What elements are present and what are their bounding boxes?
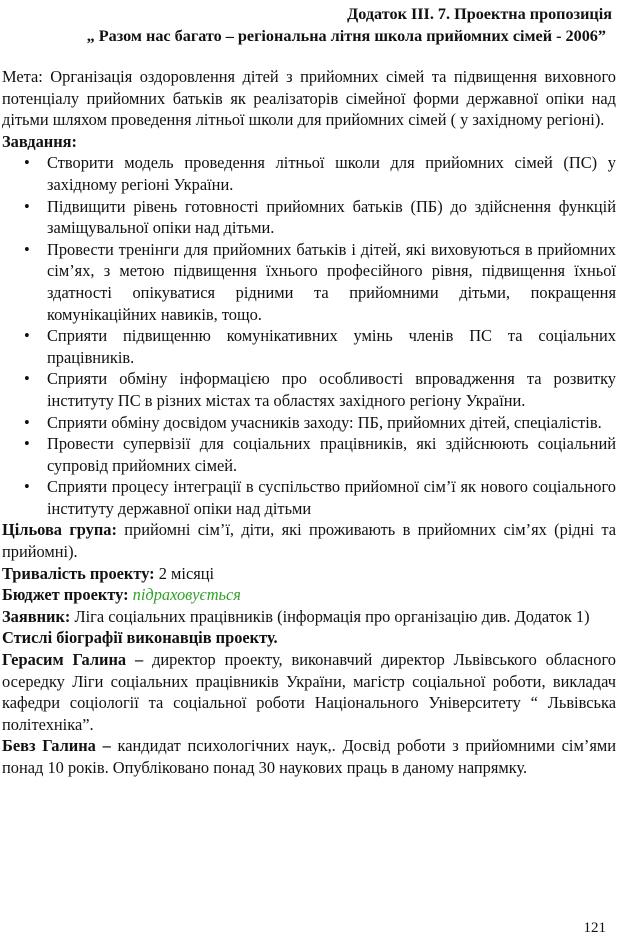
bullet-icon: •	[24, 434, 30, 454]
task-text: Створити модель проведення літньої школи для прийомних сімей (ПС) у західному регіоні України.	[47, 153, 616, 194]
applicant-text: Ліга соціальних працівників (інформація про організацію див. Додаток 1)	[70, 606, 590, 626]
bio-paragraph	[2, 735, 616, 778]
tasks-list	[2, 152, 616, 519]
task-text: Сприяти процесу інтеграції в суспільство прийомної сім’ї як нового соціального інституту державної опіки над дітьми	[47, 477, 616, 518]
task-text: Сприяти підвищенню комунікативних умінь членів ПС та соціальних працівників.	[47, 326, 616, 367]
target-group	[2, 519, 616, 562]
bio-text: кандидат психологічних наук,. Досвід роботи з прийомними сім’ями понад 10 років. Опубліковано понад 30 наукових праць в даному напрямку.	[2, 736, 617, 777]
duration-text: 2 місяці	[154, 563, 215, 583]
bio-name: Бевз Галина –	[2, 736, 111, 756]
task-text: Підвищити рівень готовності прийомних батьків (ПБ) до здійснення функцій заміщувальної опіки над дітьми.	[47, 196, 616, 238]
list-item	[2, 433, 616, 476]
tasks-heading: Завдання:	[2, 131, 77, 151]
bullet-icon: •	[24, 326, 30, 346]
goal-paragraph: Мета: Організація оздоровлення дітей з прийомних сімей та підвищення виховного потенціалу прийомних батьків як реалізаторів сімейної форми державної опіки над дітьми шляхом проведення літньої школи для прийомних сімей ( у західному регіоні).	[2, 67, 616, 130]
bio-paragraph	[2, 649, 616, 735]
task-text: Сприяти обміну досвідом учасників заходу: ПБ, прийомних дітей, спеціалістів.	[47, 412, 602, 432]
list-item	[2, 196, 616, 239]
task-text: Провести супервізії для соціальних працівників, які здійснюють соціальний супровід прийомних сімей.	[47, 434, 616, 475]
bullet-icon: •	[24, 196, 30, 216]
task-text: Сприяти обміну інформацією про особливості впровадження та розвитку інституту ПС в різних містах та областях західного регіону України.	[47, 369, 616, 410]
list-item	[2, 368, 616, 411]
target-group-label: Цільова група:	[2, 520, 117, 540]
list-item	[2, 239, 616, 325]
list-item	[2, 412, 616, 434]
applicant	[2, 606, 616, 628]
document-body	[2, 66, 616, 779]
bios-heading: Стислі біографії виконавців проекту.	[2, 628, 278, 648]
budget-label: Бюджет проекту:	[2, 585, 129, 605]
bullet-icon: •	[24, 239, 30, 259]
duration	[2, 563, 616, 585]
bullet-icon: •	[24, 412, 30, 432]
list-item	[2, 325, 616, 368]
project-title: „ Разом нас багато – регіональна літня школа прийомних сімей - 2006”	[86, 27, 606, 45]
bullet-icon: •	[24, 369, 30, 389]
bio-name: Герасим Галина –	[2, 650, 144, 670]
list-item	[2, 152, 616, 195]
duration-label: Тривалість проекту:	[2, 563, 155, 583]
bullet-icon: •	[24, 153, 30, 173]
bio-text: директор проекту, виконавчий директор Львівського обласного осередку Ліги соціальних працівників України, магістр соціальної роботи, викладач кафедри соціології та соціальної роботи Національного Університету “ Львівська політехніка”.	[2, 650, 616, 734]
bullet-icon: •	[24, 477, 30, 497]
list-item	[2, 476, 616, 519]
target-group-text: прийомні сім’ї, діти, які проживають в прийомних сім’ях (рідні та прийомні).	[2, 520, 617, 562]
budget-value: підраховується	[132, 585, 241, 605]
applicant-label: Заявник:	[2, 606, 71, 626]
budget	[2, 584, 616, 606]
appendix-heading: Додаток ІІІ. 7. Проектна пропозиція	[347, 5, 612, 23]
page-number: 121	[583, 920, 606, 936]
task-text: Провести тренінги для прийомних батьків і дітей, які виховуються в прийомних сім’ях, з метою підвищення їхнього професійного рівня, підвищення їхньої здатності опікуватися рідними та прийомними дітьми, покращення комунікаційних навиків, тощо.	[47, 239, 616, 324]
